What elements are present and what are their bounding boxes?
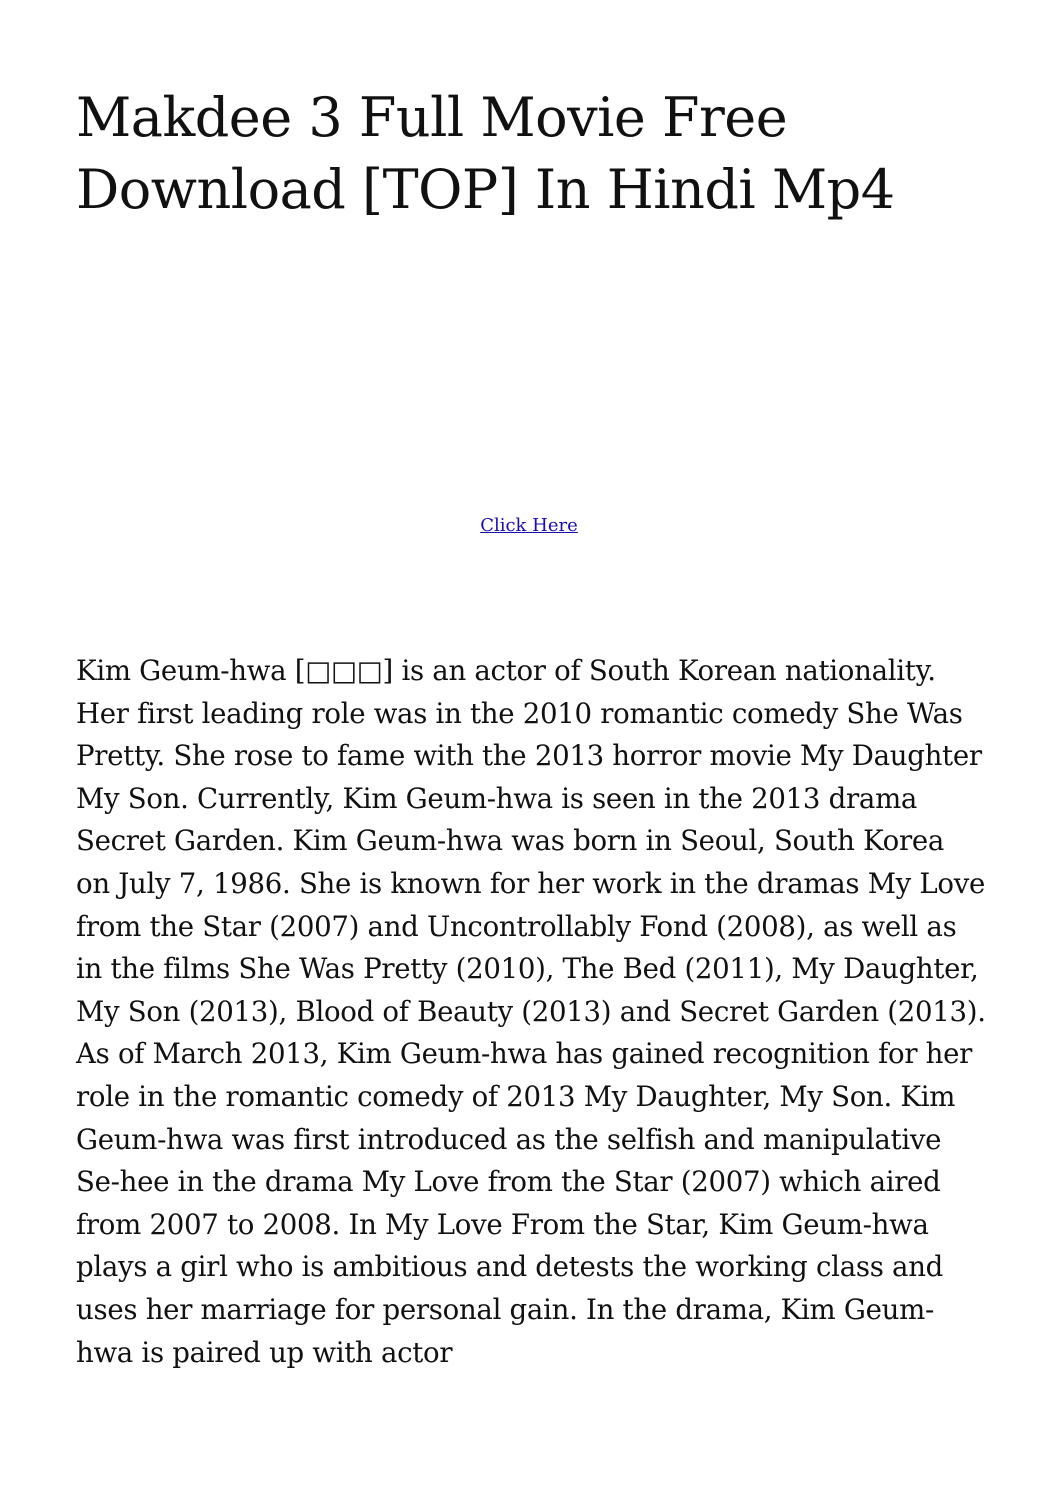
body-paragraph: Kim Geum-hwa [□□□] is an actor of South Korean nationality. Her first leading role was in the 2010 romantic comedy She Was Pretty. She rose to fame with the 2013 horror movie My Daughter My Son. Currently, Kim Geum-hwa is seen in the 2013 drama Secret Garden. Kim Geum-hwa was born in Seoul, South Korea on July 7, 1986. She is known for her work in the dramas My Love from the Star (2007) and Uncontrollably Fond (2008), as well as in the films She Was Pretty (2010), The Bed (2011), My Daughter, My Son (2013), Blood of Beauty (2013) and Secret Garden (2013). As of March 2013, Kim Geum-hwa has gained recognition for her role in the romantic comedy of 2013 My Daughter, My Son. Kim Geum-hwa was first introduced as the selfish and manipulative Se-hee in the drama My Love from the Star (2007) which aired from 2007 to 2008. In My Love From the Star, Kim Geum-hwa plays a girl who is ambitious and detests the working class and uses her marriage for personal gain. In the drama, Kim Geum-hwa is paired up with actor [76, 654, 986, 1369]
link-container [0, 514, 1058, 538]
click-here-link[interactable]: Click Here [480, 515, 578, 536]
document-title: Makdee 3 Full Movie Free Download [TOP] In Hindi Mp4 [76, 86, 895, 221]
